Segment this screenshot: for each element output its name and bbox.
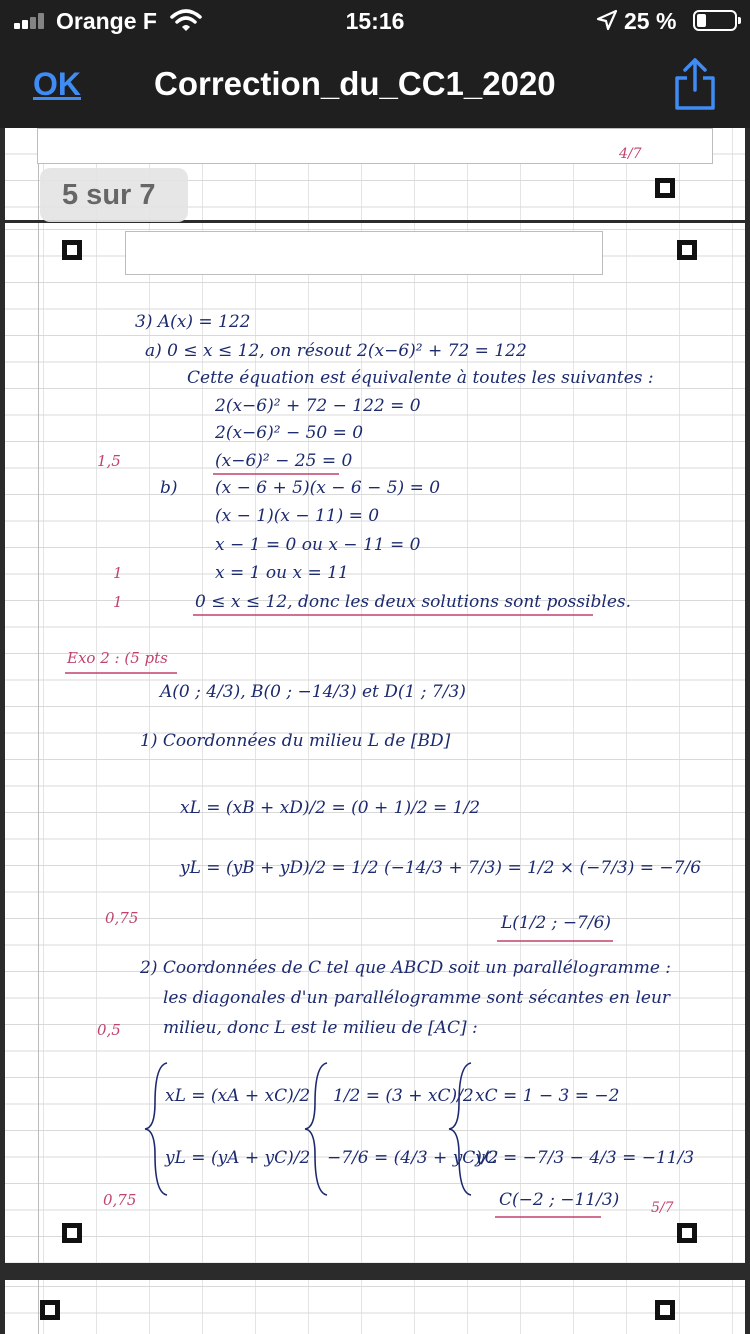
q3a-line: a) 0 ≤ x ≤ 12, on résout 2(x−6)² + 72 = 122: [145, 341, 527, 361]
q3-title: 3) A(x) = 122: [135, 312, 251, 332]
clock: 15:16: [345, 8, 405, 34]
xl-formula: xL = (xB + xD)/2 = (0 + 1)/2 = 1/2: [180, 798, 481, 818]
l-result: L(1/2 ; −7/6): [501, 913, 612, 933]
page-6: [5, 1280, 745, 1334]
sys3-y: yC = −7/3 − 4/3 = −11/3: [475, 1148, 695, 1168]
sys1-x: xL = (xA + xC)/2: [165, 1086, 311, 1106]
score-1a: 1: [113, 564, 123, 582]
page-5-number: 5/7: [651, 1200, 674, 1216]
conclusion: 0 ≤ x ≤ 12, donc les deux solutions sont possibles.: [195, 592, 632, 612]
navigation-bar: [0, 42, 750, 128]
scan-marker: [655, 178, 675, 198]
score-075a: 0,75: [105, 909, 139, 927]
brace-1: [145, 1063, 167, 1195]
eq6: x − 1 = 0 ou x − 11 = 0: [215, 535, 421, 555]
eq5: (x − 1)(x − 11) = 0: [215, 506, 380, 526]
sys1-y: yL = (yA + yC)/2: [165, 1148, 311, 1168]
handwritten-solution: [5, 223, 745, 1263]
exo-title: Exo 2 : (5 pts: [67, 649, 168, 667]
scan-marker: [655, 1300, 675, 1320]
score-1b: 1: [113, 593, 123, 611]
q3-intro: Cette équation est équivalente à toutes les suivantes :: [187, 368, 654, 388]
document-title: Correction_du_CC1_2020: [154, 65, 556, 102]
eq4: (x − 6 + 5)(x − 6 − 5) = 0: [215, 478, 441, 498]
score-075b: 0,75: [103, 1191, 137, 1209]
brace-3: [449, 1063, 471, 1195]
status-bar: [0, 0, 750, 42]
battery-percent: 25 %: [624, 8, 677, 34]
page-indicator: [40, 168, 188, 222]
location-arrow-icon: [596, 9, 618, 31]
brace-2: [305, 1063, 327, 1195]
sys2-y: −7/6 = (4/3 + yC)/2: [327, 1148, 499, 1168]
eq7: x = 1 ou x = 11: [215, 563, 349, 583]
page-indicator-label: 5 sur 7: [62, 179, 156, 211]
q2-line1: 2) Coordonnées de C tel que ABCD soit un parallélogramme :: [140, 958, 672, 978]
carrier-name: Orange F: [56, 8, 157, 34]
q3b-label: b): [160, 478, 178, 498]
points: A(0 ; 4/3), B(0 ; −14/3) et D(1 ; 7/3): [160, 682, 466, 702]
sys2-x: 1/2 = (3 + xC)/2: [333, 1086, 474, 1106]
scan-marker: [40, 1300, 60, 1320]
share-icon[interactable]: [672, 56, 718, 112]
ok-button[interactable]: OK: [33, 66, 81, 102]
sys3-x: xC = 1 − 3 = −2: [475, 1086, 620, 1106]
score-1-5: 1,5: [97, 452, 121, 470]
eq3: (x−6)² − 25 = 0: [215, 451, 353, 471]
score-05: 0,5: [97, 1021, 121, 1039]
page-5: [5, 223, 745, 1263]
c-result: C(−2 ; −11/3): [499, 1190, 620, 1210]
q2-line2: les diagonales d'un parallélogramme sont sécantes en leur: [163, 988, 671, 1008]
header-box: [37, 128, 713, 164]
yl-formula: yL = (yB + yD)/2 = 1/2 (−14/3 + 7/3) = 1/2 × (−7/3) = −7/6: [180, 858, 702, 878]
q2-line3: milieu, donc L est le milieu de [AC] :: [163, 1018, 478, 1038]
eq2: 2(x−6)² − 50 = 0: [215, 423, 364, 443]
battery-icon: [693, 10, 737, 31]
page-4-number: 4/7: [619, 146, 642, 162]
eq1: 2(x−6)² + 72 − 122 = 0: [215, 396, 421, 416]
document-viewer[interactable]: [0, 128, 750, 1334]
q1-title: 1) Coordonnées du milieu L de [BD]: [140, 731, 451, 751]
